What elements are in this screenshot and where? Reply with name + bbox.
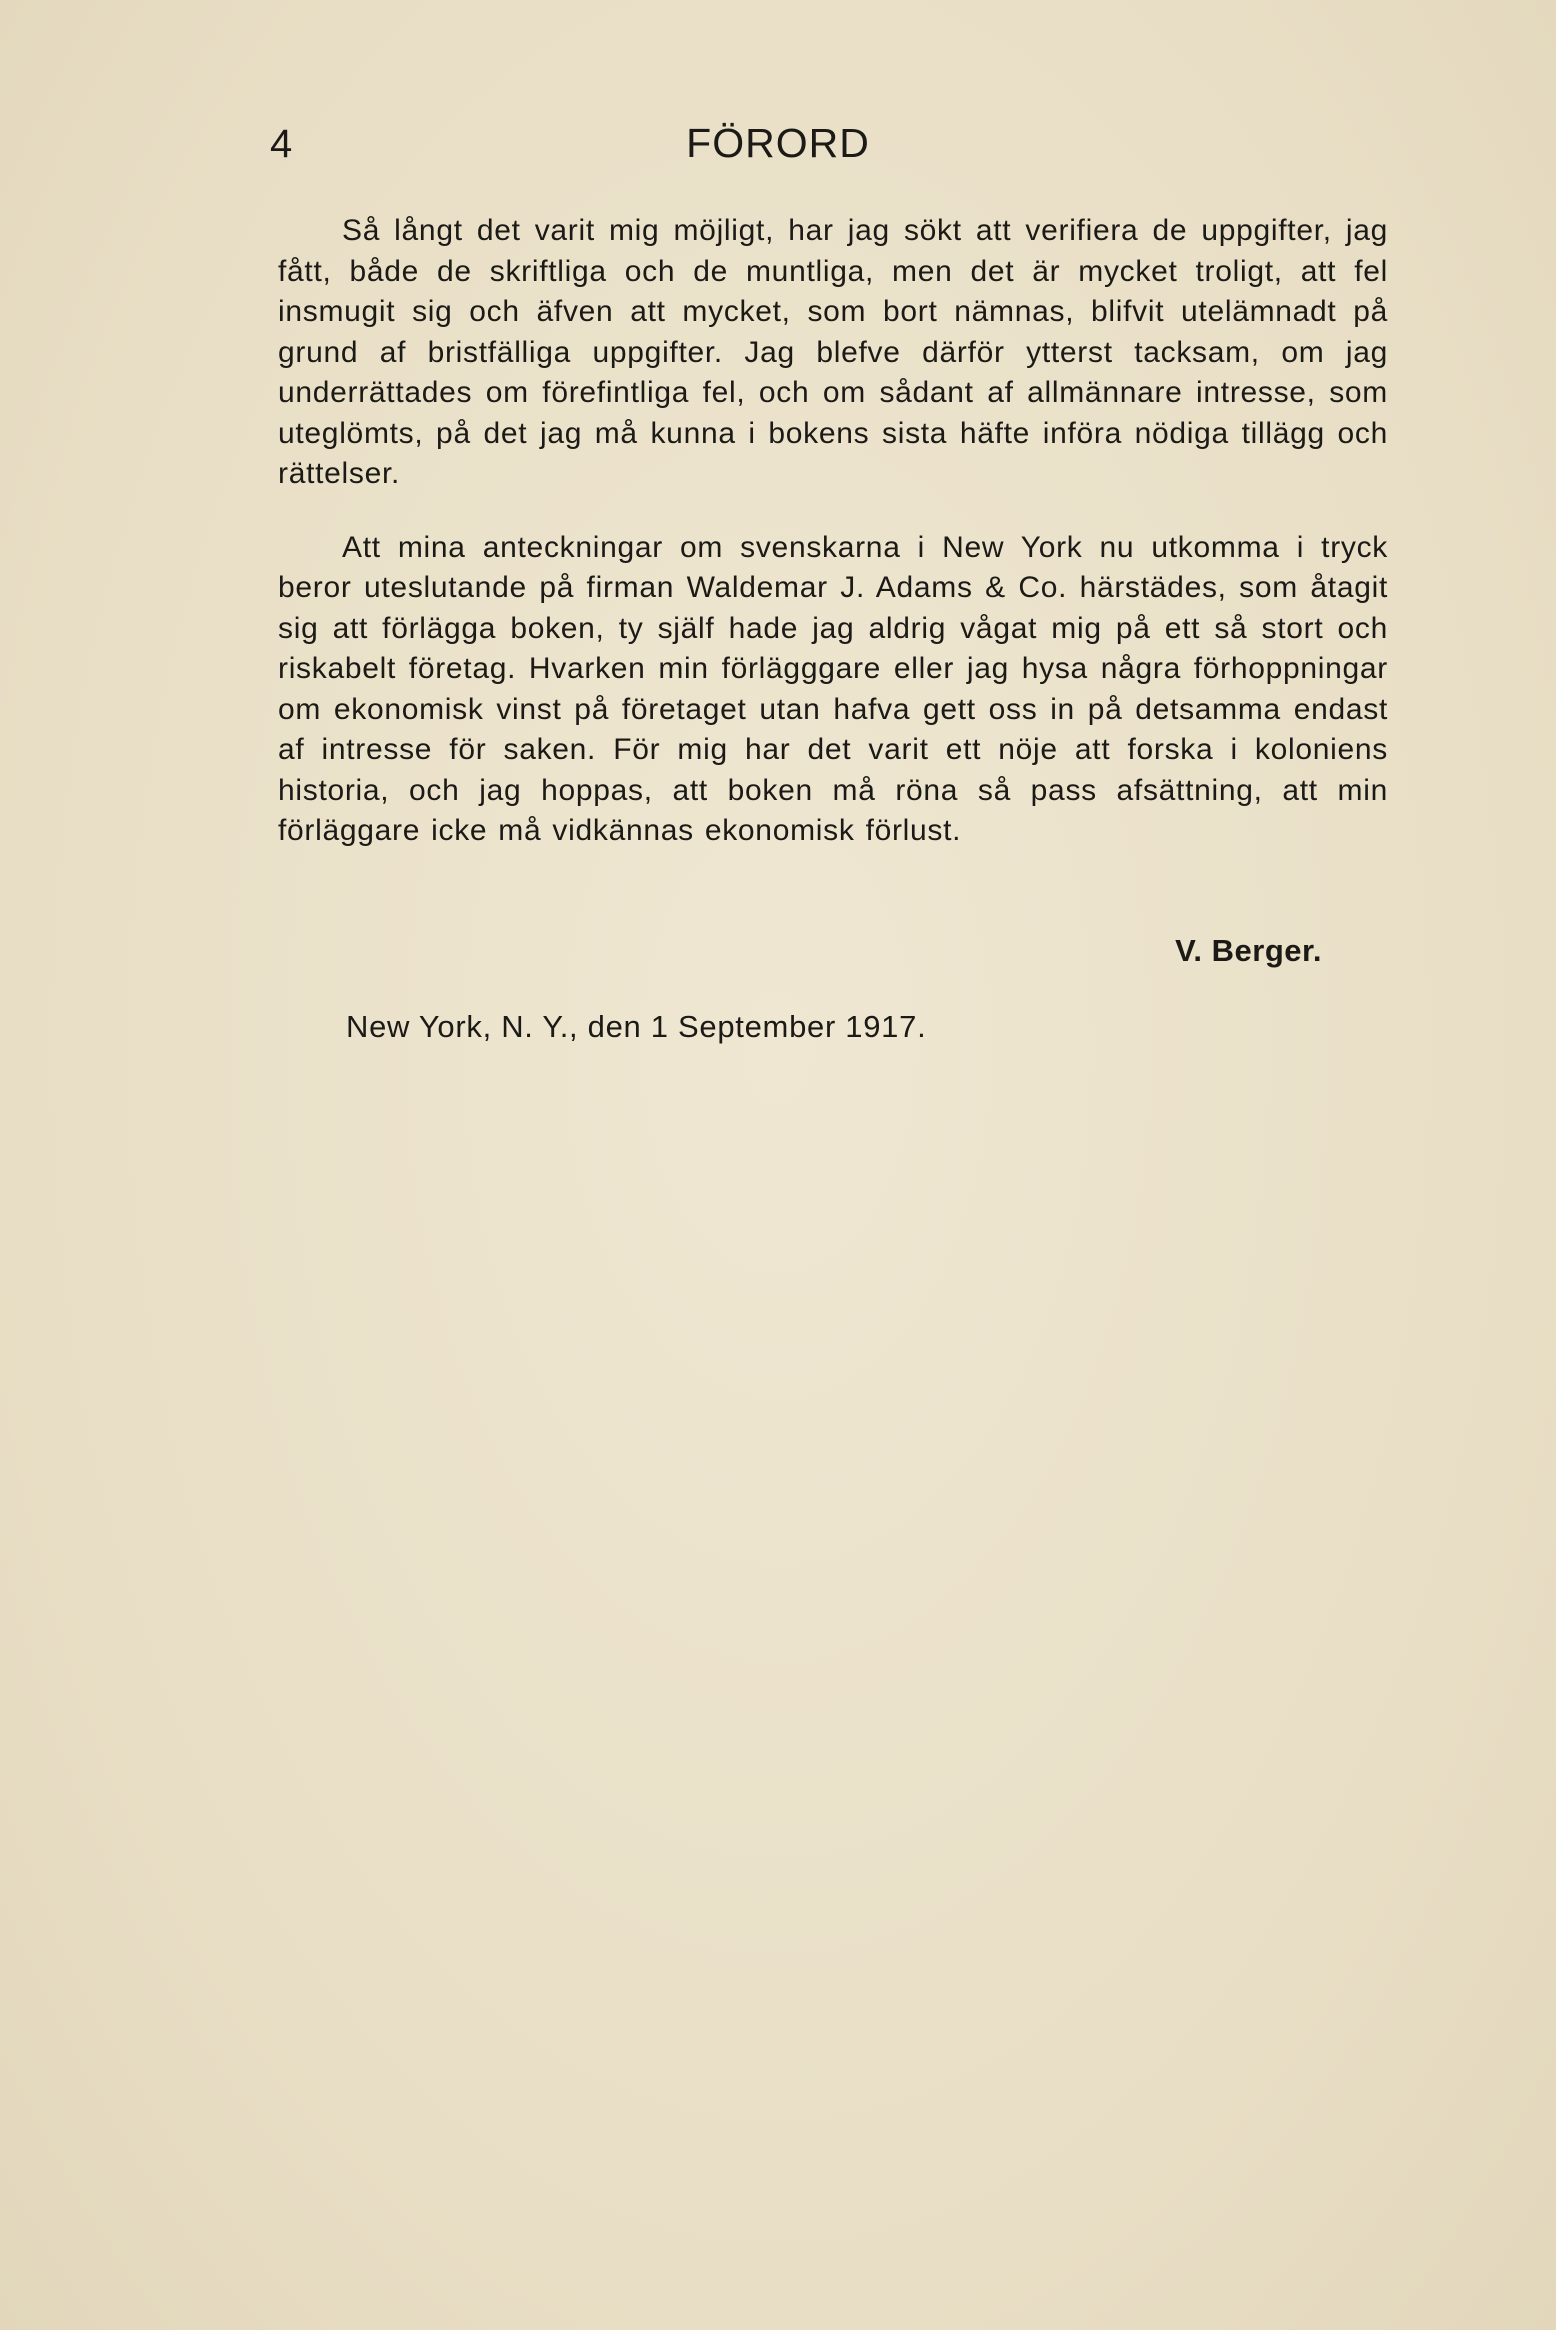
paragraph: Så långt det varit mig möjligt, har jag sökt att verifiera de uppgifter, jag fått, både de skriftliga och de muntliga, men det är mycket troligt, att fel insmugit sig och äfven att mycket, som bort nämnas, blifvit utelämnadt på grund af bristfälliga uppgifter. Jag blefve därför ytterst tacksam, om jag underrättades om förefintliga fel, och om sådant af allmännare intresse, som uteglömts, på det jag må kunna i bokens sista häfte införa nödiga tillägg och rättelser. — [278, 214, 1388, 490]
paragraph: Att mina anteckningar om svenskarna i New York nu utkomma i tryck beror uteslutande på firman Waldemar J. Adams & Co. härstädes, som åtagit sig att förlägga boken, ty själf hade jag aldrig vågat mig på ett så stort och riskabelt företag. Hvarken min förlägggare eller jag hysa några förhoppningar om ekonomisk vinst på företaget utan hafva gett oss in på detsamma endast af intresse för saken. För mig har det varit ett nöje att forska i koloniens historia, och jag hoppas, att boken må röna så pass afsättning, att min förläggare icke må vidkännas ekonomisk förlust. — [278, 530, 1388, 847]
running-title: FÖRORD — [686, 120, 870, 166]
dateline: New York, N. Y., den 1 September 1917. — [346, 1009, 927, 1044]
page-number: 4 — [270, 122, 293, 166]
preface-body — [278, 211, 1388, 852]
author-signature: V. Berger. — [1175, 933, 1322, 968]
